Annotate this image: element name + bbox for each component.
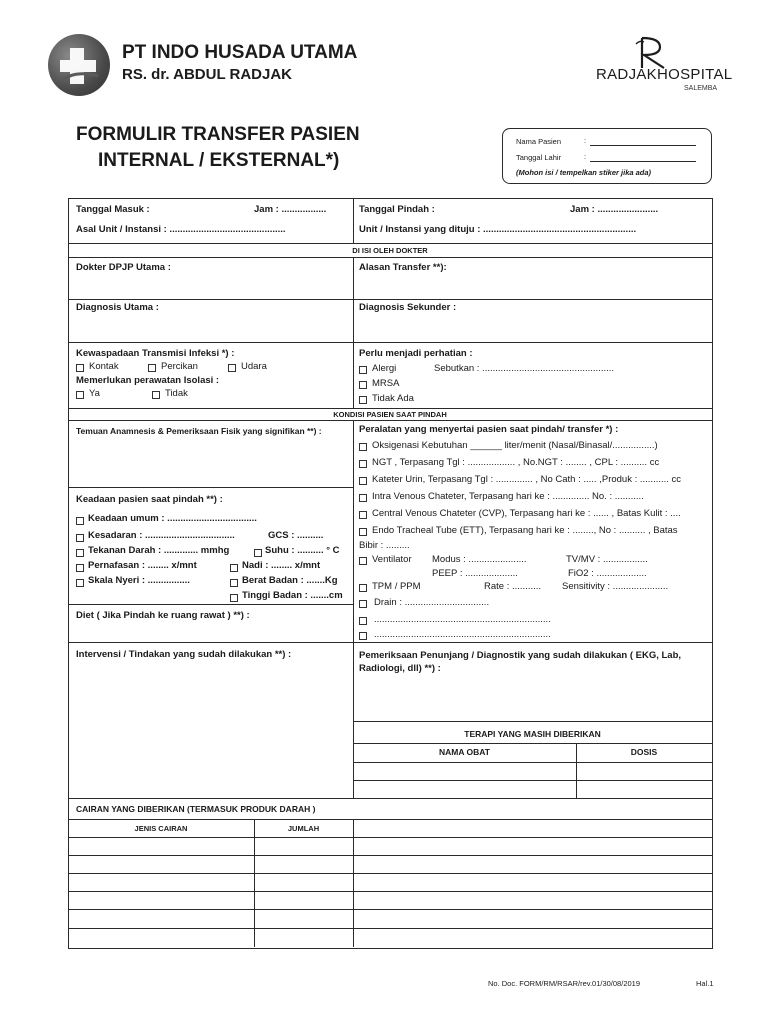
terapi-col-obat: NAMA OBAT	[439, 747, 490, 757]
patient-name-colon: :	[584, 136, 587, 145]
divider	[68, 891, 712, 892]
divider	[68, 819, 712, 820]
ventilator-label: Ventilator	[372, 554, 412, 565]
suhu-label[interactable]: Suhu : .......... ° C	[265, 545, 340, 556]
form-title-line2: INTERNAL / EKSTERNAL*)	[98, 150, 340, 171]
keadaan-title: Keadaan pasien saat pindah **) :	[76, 494, 223, 505]
cairan-col-jenis: JENIS CAIRAN	[134, 824, 188, 833]
tidak-ada-checkbox[interactable]	[359, 396, 367, 404]
divider	[68, 604, 353, 605]
nadi-checkbox[interactable]	[230, 564, 238, 572]
patient-note: (Mohon isi / tempelkan stiker jika ada)	[516, 168, 652, 177]
sensitivity-label[interactable]: Sensitivity : .....................	[562, 581, 669, 592]
tpm-label: TPM / PPM	[372, 581, 421, 592]
divider	[68, 243, 712, 244]
oksigenasi-checkbox[interactable]	[359, 443, 367, 451]
diagnosis-utama-label[interactable]: Diagnosis Utama :	[76, 302, 159, 313]
isolasi-ya-checkbox[interactable]	[76, 391, 84, 399]
drain-checkbox[interactable]	[359, 600, 367, 608]
mrsa-label: MRSA	[372, 378, 400, 389]
tpm-checkbox[interactable]	[359, 584, 367, 592]
alergi-label: Alergi	[372, 363, 397, 374]
form-title-line1: FORMULIR TRANSFER PASIEN	[76, 124, 360, 145]
percikan-checkbox[interactable]	[148, 364, 156, 372]
asal-unit-label[interactable]: Asal Unit / Instansi : ............................................	[76, 224, 286, 235]
modus-label[interactable]: Modus : ......................	[432, 554, 527, 565]
ngt-label[interactable]: NGT , Terpasang Tgl : .................. , No.NGT : ........ , CPL : .......... cc	[372, 457, 660, 468]
keadaan-umum-label[interactable]: Keadaan umum : ..................................	[88, 513, 257, 524]
divider	[68, 408, 712, 409]
unit-tuju-label[interactable]: Unit / Instansi yang dituju : ..........................................................	[359, 224, 637, 235]
column-divider	[353, 257, 354, 408]
jam-masuk-label[interactable]: Jam : .................	[254, 204, 327, 215]
column-divider	[353, 420, 354, 798]
nadi-label[interactable]: Nadi : ........ x/mnt	[242, 560, 321, 571]
company-name: PT INDO HUSADA UTAMA	[122, 42, 358, 63]
tvmv-label[interactable]: TV/MV : .................	[566, 554, 648, 565]
fio2-label[interactable]: FiO2 : ...................	[568, 568, 647, 579]
temuan-label[interactable]: Temuan Anamnesis & Pemeriksaan Fisik yang signifikan **) :	[76, 426, 322, 436]
cvp-checkbox[interactable]	[359, 511, 367, 519]
tanggal-masuk-label[interactable]: Tanggal Masuk :	[76, 204, 150, 215]
peep-label[interactable]: PEEP : ....................	[432, 568, 518, 579]
section-condition-header: KONDISI PASIEN SAAT PINDAH	[333, 410, 447, 419]
divider	[68, 873, 712, 874]
section-doctor-header: DI ISI OLEH DOKTER	[352, 246, 428, 255]
brand-name: RADJAKHOSPITAL	[596, 66, 733, 83]
oksigenasi-label[interactable]: Oksigenasi Kebutuhan ______ liter/menit (Nasal/Binasal/................)	[372, 440, 658, 451]
cairan-col-jumlah: JUMLAH	[287, 824, 320, 833]
dokter-dpjp-label[interactable]: Dokter DPJP Utama :	[76, 262, 171, 273]
column-divider	[353, 819, 354, 947]
patient-name-label: Nama Pasien	[516, 137, 562, 146]
skala-nyeri-checkbox[interactable]	[76, 579, 84, 587]
company-logo	[48, 34, 110, 96]
isolasi-ya-label: Ya	[89, 388, 100, 399]
peralatan-title: Peralatan yang menyertai pasien saat pindah/ transfer *) :	[359, 424, 619, 435]
divider	[68, 837, 712, 838]
skala-nyeri-label[interactable]: Skala Nyeri : ................	[88, 575, 190, 586]
intervensi-label[interactable]: Intervensi / Tindakan yang sudah dilakukan **) :	[76, 649, 292, 660]
divider	[68, 420, 712, 421]
divider	[353, 743, 712, 744]
percikan-label: Percikan	[161, 361, 198, 372]
divider	[353, 721, 712, 722]
cairan-title: CAIRAN YANG DIBERIKAN (TERMASUK PRODUK DARAH )	[76, 804, 316, 814]
diet-label[interactable]: Diet ( Jika Pindah ke ruang rawat ) **) :	[76, 610, 250, 621]
tinggi-badan-checkbox[interactable]	[230, 594, 238, 602]
divider	[68, 798, 712, 799]
ventilator-checkbox[interactable]	[359, 557, 367, 565]
kontak-label: Kontak	[89, 361, 119, 372]
alasan-transfer-label[interactable]: Alasan Transfer **):	[359, 262, 447, 273]
kateter-urin-label[interactable]: Kateter Urin, Terpasang Tgl : .............. , No Cath : ..... ,Produk : ........... cc	[372, 474, 682, 485]
divider	[68, 257, 712, 258]
divider	[68, 642, 712, 643]
other2-label[interactable]: ...................................................................	[374, 629, 551, 640]
divider	[68, 487, 353, 488]
bibir-label[interactable]: Bibir : .........	[359, 540, 410, 551]
radjak-logo	[596, 34, 733, 98]
divider	[68, 299, 712, 300]
iv-chateter-label[interactable]: Intra Venous Chateter, Terpasang hari ke : .............. No. : ...........	[372, 491, 644, 502]
ngt-checkbox[interactable]	[359, 460, 367, 468]
page-number: Hal.1	[696, 979, 714, 988]
patient-dob-colon: :	[584, 152, 587, 161]
ett-checkbox[interactable]	[359, 528, 367, 536]
pernafasan-checkbox[interactable]	[76, 564, 84, 572]
divider	[353, 762, 712, 763]
other1-label[interactable]: ...................................................................	[374, 614, 551, 625]
berat-badan-checkbox[interactable]	[230, 579, 238, 587]
cross-icon	[48, 34, 110, 96]
hospital-name: RS. dr. ABDUL RADJAK	[122, 66, 293, 83]
divider	[353, 780, 712, 781]
drain-label[interactable]: Drain : ................................	[374, 597, 490, 608]
patient-dob-label: Tanggal Lahir	[516, 153, 562, 162]
perhatian-title: Perlu menjadi perhatian :	[359, 348, 473, 359]
mrsa-checkbox[interactable]	[359, 381, 367, 389]
column-divider	[254, 819, 255, 947]
divider	[68, 342, 712, 343]
tekanan-darah-checkbox[interactable]	[76, 549, 84, 557]
isolasi-title: Memerlukan perawatan Isolasi :	[76, 375, 220, 386]
patient-name-field[interactable]	[590, 145, 696, 146]
kateter-urin-checkbox[interactable]	[359, 477, 367, 485]
rate-label[interactable]: Rate : ...........	[484, 581, 542, 592]
alergi-checkbox[interactable]	[359, 366, 367, 374]
patient-dob-field[interactable]	[590, 161, 696, 162]
tanggal-pindah-label[interactable]: Tanggal Pindah :	[359, 204, 435, 215]
udara-label: Udara	[241, 361, 267, 372]
keadaan-umum-checkbox[interactable]	[76, 517, 84, 525]
r-monogram-icon	[632, 34, 692, 70]
terapi-title: TERAPI YANG MASIH DIBERIKAN	[464, 729, 601, 739]
penunjang-label[interactable]: Pemeriksaan Penunjang / Diagnostik yang sudah dilakukan ( EKG, Lab, Radiologi, dll) **) :	[359, 650, 682, 674]
tinggi-badan-label[interactable]: Tinggi Badan : .......cm	[242, 590, 343, 601]
pernafasan-label[interactable]: Pernafasan : ........ x/mnt	[88, 560, 197, 571]
divider	[68, 928, 712, 929]
tidak-ada-label: Tidak Ada	[372, 393, 414, 404]
jam-pindah-label[interactable]: Jam : .......................	[570, 204, 659, 215]
divider	[68, 855, 712, 856]
tekanan-darah-label[interactable]: Tekanan Darah : ............. mmhg	[88, 545, 230, 556]
other2-checkbox[interactable]	[359, 632, 367, 640]
doc-number: No. Doc. FORM/RM/RSAR/rev.01/30/08/2019	[488, 979, 640, 988]
kesadaran-label[interactable]: Kesadaran : ..................................	[88, 530, 235, 541]
iv-chateter-checkbox[interactable]	[359, 494, 367, 502]
kontak-checkbox[interactable]	[76, 364, 84, 372]
cvp-label[interactable]: Central Venous Chateter (CVP), Terpasang hari ke : ...... , Batas Kulit : ....	[372, 508, 681, 519]
isolasi-tidak-label: Tidak	[165, 388, 188, 399]
diagnosis-sekunder-label[interactable]: Diagnosis Sekunder :	[359, 302, 457, 313]
suhu-checkbox[interactable]	[254, 549, 262, 557]
other1-checkbox[interactable]	[359, 617, 367, 625]
berat-badan-label[interactable]: Berat Badan : .......Kg	[242, 575, 338, 586]
isolasi-tidak-checkbox[interactable]	[152, 391, 160, 399]
column-divider	[353, 198, 354, 244]
divider	[68, 909, 712, 910]
kesadaran-checkbox[interactable]	[76, 534, 84, 542]
ett-label[interactable]: Endo Tracheal Tube (ETT), Terpasang hari ke : ........, No : .......... , Batas	[372, 525, 678, 536]
brand-sub: SALEMBA	[684, 85, 718, 92]
gcs-label[interactable]: GCS : ..........	[268, 530, 324, 541]
alergi-sebutkan[interactable]: Sebutkan : ..................................................	[434, 363, 615, 374]
udara-checkbox[interactable]	[228, 364, 236, 372]
kewaspadaan-title: Kewaspadaan Transmisi Infeksi *) :	[76, 348, 235, 359]
terapi-col-dosis: DOSIS	[630, 747, 658, 757]
